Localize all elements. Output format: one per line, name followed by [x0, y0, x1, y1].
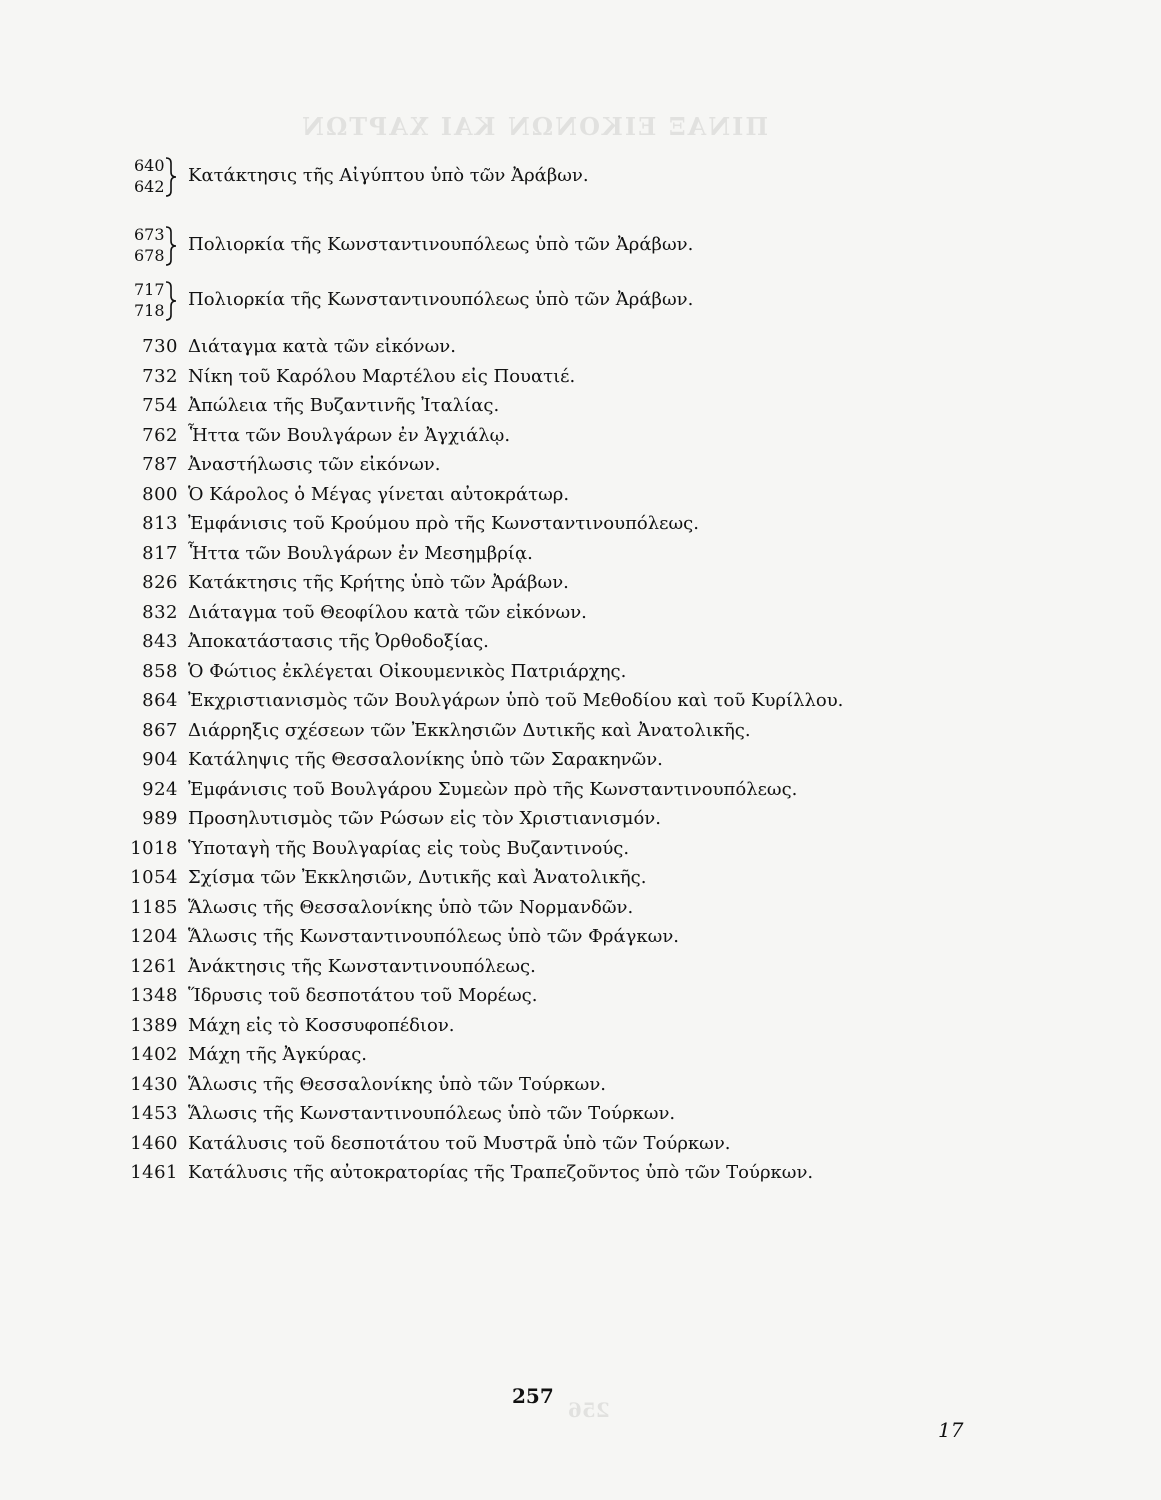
chronology-entry: [128, 1129, 843, 1159]
chronology-entry: [128, 775, 843, 805]
bleed-through-heading: ΠΙΝΑΞ ΕΙΚΟΝΩΝ ΚΑΙ ΧΑΡΤΩΝ: [300, 112, 769, 141]
entry-event: Ἐμφάνισις τοῦ Βουλγάρου Συμεὼν πρὸ τῆς Κωνσταντινουπόλεως.: [188, 778, 798, 800]
entry-year: 1453: [130, 1103, 178, 1124]
entry-year: 1460: [130, 1132, 178, 1154]
entry-event: Κατάληψις τῆς Θεσσαλονίκης ὑπὸ τῶν Σαρακηνῶν.: [188, 749, 663, 770]
chronology-entry: [128, 1040, 843, 1070]
entry-event: Ἐκχριστιανισμὸς τῶν Βουλγάρων ὑπὸ τοῦ Μεθοδίου καὶ τοῦ Κυρίλλου.: [188, 690, 844, 711]
entry-event: Ἀναστήλωσις τῶν εἰκόνων.: [188, 454, 441, 475]
entry-year: 904: [142, 749, 178, 770]
chronology-entry: [128, 1099, 843, 1129]
entry-event: Ἅλωσις τῆς Θεσσαλονίκης ὑπὸ τῶν Νορμανδῶν.: [188, 896, 634, 918]
chronology-entry: [128, 834, 843, 864]
curly-brace-icon: [164, 226, 180, 266]
chronology-entry: [128, 480, 843, 510]
year-end: 678: [134, 246, 165, 265]
entry-event: Ἧττα τῶν Βουλγάρων ἐν Μεσημβρίᾳ.: [188, 542, 533, 564]
chronology-entry: [128, 952, 843, 982]
entry-year: 864: [142, 690, 178, 711]
entry-year: 1054: [130, 867, 178, 888]
chronology-entry: [128, 332, 843, 362]
year-range: [134, 279, 168, 321]
chronology-entry: [128, 421, 843, 451]
entry-year: 867: [142, 719, 178, 741]
year-start: 717: [134, 280, 165, 299]
entry-year: 1389: [130, 1014, 178, 1036]
entry-event: Ἐμφάνισις τοῦ Κρούμου πρὸ τῆς Κωνσταντινουπόλεως.: [188, 513, 699, 534]
entry-year: 924: [142, 778, 178, 800]
chronology-entry: [128, 981, 843, 1011]
entry-event: Κατάλυσις τοῦ δεσποτάτου τοῦ Μυστρᾶ ὑπὸ τῶν Τούρκων.: [188, 1132, 731, 1154]
entry-event: Ἅλωσις τῆς Κωνσταντινουπόλεως ὑπὸ τῶν Φράγκων.: [188, 926, 680, 947]
chronology-entry: [128, 745, 843, 775]
curly-brace-icon: [164, 281, 180, 321]
chronology-entry: [128, 362, 843, 392]
entry-year: 817: [142, 542, 178, 564]
entry-event: Ἵδρυσις τοῦ δεσποτάτου τοῦ Μορέως.: [188, 985, 538, 1006]
entry-event: Ἅλωσις τῆς Θεσσαλονίκης ὑπὸ τῶν Τούρκων.: [188, 1073, 606, 1095]
chronology-entry: [128, 686, 843, 716]
entry-event: Κατάκτησις τῆς Κρήτης ὑπὸ τῶν Ἀράβων.: [188, 572, 569, 593]
entry-year: 826: [142, 572, 178, 593]
entry-year: 787: [142, 454, 178, 475]
chronology-entry: [128, 893, 843, 923]
chronology-entry: [128, 804, 843, 834]
chronology-list: [128, 332, 843, 1188]
entry-event: Σχίσμα τῶν Ἐκκλησιῶν, Δυτικῆς καὶ Ἀνατολικῆς.: [188, 867, 647, 888]
chronology-entry: [128, 922, 843, 952]
entry-year: 843: [142, 631, 178, 652]
entry-year: 1402: [130, 1044, 178, 1065]
entry-event: Διάρρηξις σχέσεων τῶν Ἐκκλησιῶν Δυτικῆς καὶ Ἀνατολικῆς.: [188, 719, 751, 741]
chronology-entry: [128, 568, 843, 598]
entry-event: Ὁ Φώτιος ἐκλέγεται Οἰκουμενικὸς Πατριάρχης.: [188, 660, 627, 682]
year-start: 640: [134, 156, 165, 175]
entry-event: Ἀπώλεια τῆς Βυζαντινῆς Ἰταλίας.: [188, 395, 500, 416]
corner-folio-number: 17: [938, 1418, 964, 1442]
entry-event: Ὑποταγὴ τῆς Βουλγαρίας εἰς τοὺς Βυζαντινούς.: [188, 837, 630, 859]
entry-year: 1261: [130, 955, 178, 977]
bleed-through-page-number: 256: [568, 1398, 610, 1422]
entry-year: 1185: [130, 896, 178, 918]
entry-event: Διάταγμα κατὰ τῶν εἰκόνων.: [188, 336, 456, 357]
chronology-entry: [128, 391, 843, 421]
event-text: Πολιορκία τῆς Κωνσταντινουπόλεως ὑπὸ τῶν Ἀράβων.: [188, 289, 694, 310]
entry-year: 732: [142, 365, 178, 387]
entry-event: Ἧττα τῶν Βουλγάρων ἐν Ἀγχιάλῳ.: [188, 424, 511, 446]
year-range: [134, 224, 168, 266]
chronology-entry: [128, 598, 843, 628]
year-end: 642: [134, 177, 165, 196]
entry-event: Προσηλυτισμὸς τῶν Ρώσων εἰς τὸν Χριστιανισμόν.: [188, 808, 661, 829]
entry-year: 1018: [130, 837, 178, 859]
entry-year: 762: [142, 424, 178, 446]
entry-event: Ὁ Κάρολος ὁ Μέγας γίνεται αὐτοκράτωρ.: [188, 483, 570, 505]
entry-event: Μάχη τῆς Ἀγκύρας.: [188, 1044, 368, 1065]
entry-year: 1461: [130, 1162, 178, 1183]
chronology-entry: [128, 657, 843, 687]
entry-year: 813: [142, 513, 178, 534]
entry-year: 1348: [130, 985, 178, 1006]
page-number: 257: [512, 1384, 554, 1408]
entry-event: Ἅλωσις τῆς Κωνσταντινουπόλεως ὑπὸ τῶν Τούρκων.: [188, 1103, 676, 1124]
chronology-entry: [128, 863, 843, 893]
entry-year: 730: [142, 336, 178, 357]
chronology-entry: [128, 1158, 843, 1188]
entry-event: Κατάλυσις τῆς αὐτοκρατορίας τῆς Τραπεζοῦντος ὑπὸ τῶν Τούρκων.: [188, 1162, 814, 1183]
entry-event: Ἀποκατάστασις τῆς Ὀρθοδοξίας.: [188, 631, 489, 652]
entry-event: Νίκη τοῦ Καρόλου Μαρτέλου εἰς Πουατιέ.: [188, 365, 576, 387]
entry-year: 832: [142, 601, 178, 623]
year-range: [134, 155, 168, 197]
entry-year: 800: [142, 483, 178, 505]
entry-event: Μάχη εἰς τὸ Κοσσυφοπέδιον.: [188, 1014, 455, 1036]
entry-year: 989: [142, 808, 178, 829]
entry-year: 754: [142, 395, 178, 416]
chronology-entry: [128, 1011, 843, 1041]
chronology-entry: [128, 627, 843, 657]
entry-event: Ἀνάκτησις τῆς Κωνσταντινουπόλεως.: [188, 955, 536, 977]
entry-year: 1430: [130, 1073, 178, 1095]
entry-year: 858: [142, 660, 178, 682]
event-text: Πολιορκία τῆς Κωνσταντινουπόλεως ὑπὸ τῶν Ἀράβων.: [188, 234, 694, 255]
event-text: Κατάκτησις τῆς Αἰγύπτου ὑπὸ τῶν Ἀράβων.: [188, 165, 589, 186]
chronology-entry: [128, 539, 843, 569]
year-end: 718: [134, 301, 165, 320]
curly-brace-icon: [164, 157, 180, 197]
chronology-entry: [128, 450, 843, 480]
entry-event: Διάταγμα τοῦ Θεοφίλου κατὰ τῶν εἰκόνων.: [188, 601, 587, 623]
chronology-entry: [128, 509, 843, 539]
entry-year: 1204: [130, 926, 178, 947]
chronology-entry: [128, 1070, 843, 1100]
year-start: 673: [134, 225, 165, 244]
chronology-entry: [128, 716, 843, 746]
